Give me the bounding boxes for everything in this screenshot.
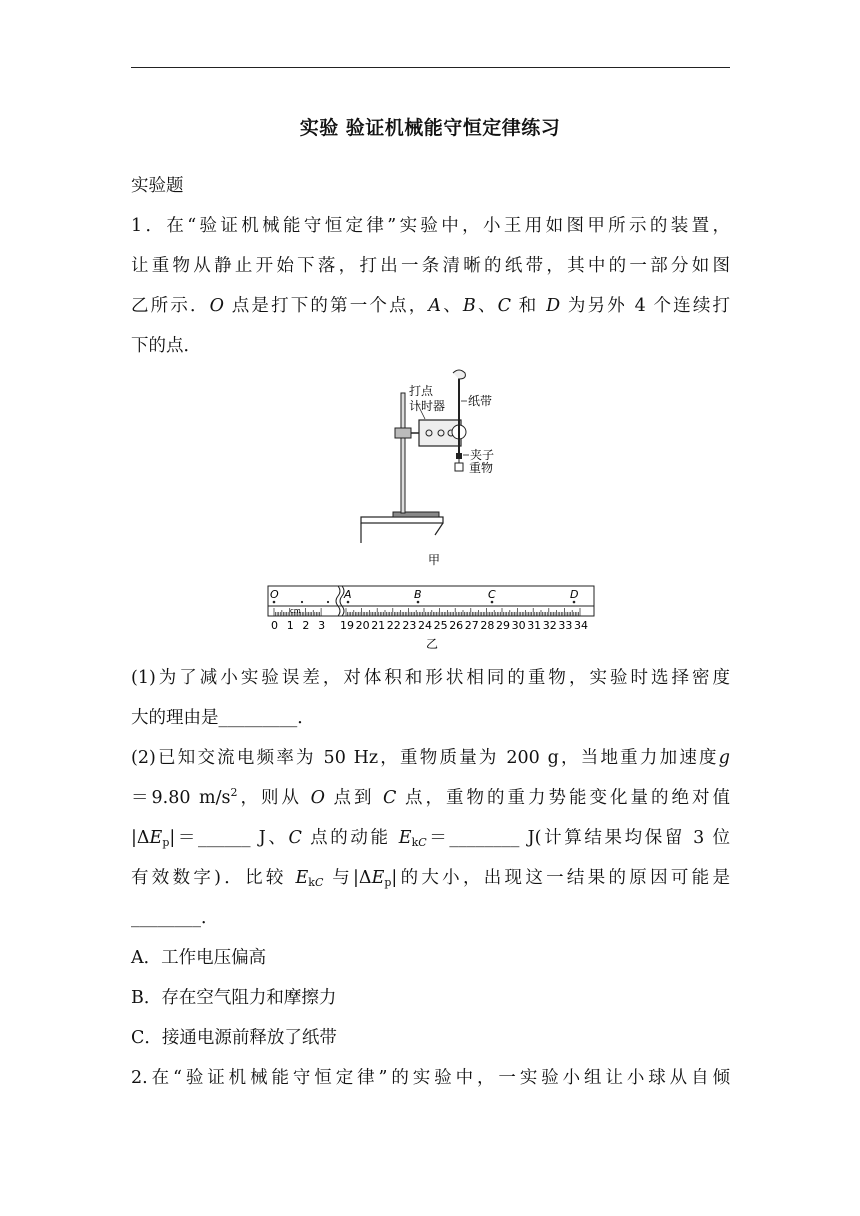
label-tape: 纸带 [468,394,493,408]
figure-apparatus [355,365,515,575]
caption-yi: 乙 [426,637,439,651]
label-clip: 夹子 [470,448,495,462]
unit-label: cm [290,607,301,615]
tick-label: 29 [496,619,510,632]
label-weight: 重物 [469,461,494,475]
ruler-body [268,606,594,616]
point-label: O [270,588,279,601]
q1-number: 1． [131,216,167,236]
tape-dot [301,601,303,603]
tape-dot [573,601,576,604]
tick-label: 3 [318,619,326,632]
page-title: 实验 验证机械能守恒定律练习 [299,117,561,139]
q1-part2-line-5: ________． [131,908,219,928]
point-label: B [414,588,422,601]
point-label: D [570,588,579,601]
tick-label: 33 [558,619,573,632]
tape-dot [347,601,350,604]
q1-part2-line-4: 有效数字)．比较 $E_{kC}$ 与$|\Delta E_p|$的大小，出现这一结果的原因可能是 [131,868,730,889]
tick-label: 22 [386,619,401,632]
q2-line-1: 2.在“验证机械能守恒定律”的实验中，一实验小组让小球从自倾 [131,1068,730,1088]
tape-dot [327,601,329,603]
tick-label: 25 [433,619,448,632]
point-label: C [488,588,496,601]
option-a: A．工作电压偏高 [131,948,267,968]
option-c: C．接通电源前释放了纸带 [131,1028,337,1048]
tick-label: 24 [418,619,432,632]
q1-part2-line-1: (2)已知交流电频率为 50 Hz，重物质量为 200 g，当地重力加速度g [131,748,730,768]
caption-jia: 甲 [428,553,441,567]
option-b: B．存在空气阻力和摩擦力 [131,988,337,1008]
tape-dot [491,601,494,604]
tick-label: 27 [464,619,479,632]
tick-label: 32 [542,619,557,632]
label-timer-2: 计时器 [409,399,446,413]
tick-label: 20 [355,619,370,632]
q1-line-4: 下的点． [131,336,201,356]
figure-tape-ruler [262,582,602,654]
q1-line-1: 1．在“验证机械能守恒定律”实验中，小王用如图甲所示的装置， [131,216,730,236]
section-heading: 实验题 [131,176,184,196]
tape-dot [273,601,276,604]
tick-label: 0 [271,619,278,632]
tick-label: 28 [480,619,495,632]
q1-part1-line-1: (1)为了减小实验误差，对体积和形状相同的重物，实验时选择密度 [131,668,730,688]
header-rule [131,67,730,68]
tick-label: 31 [527,619,542,632]
tick-label: 34 [574,619,588,632]
tick-label: 21 [371,619,386,632]
tick-label: 2 [302,619,310,632]
paper-tape [268,586,594,606]
tick-label: 19 [340,619,354,632]
q1-line-2: 让重物从静止开始下落，打出一条清晰的纸带，其中的一部分如图 [131,256,730,276]
tape-dot [417,601,420,604]
tick-label: 1 [286,619,294,632]
tick-label: 23 [402,619,417,632]
q1-part2-line-2: ＝9.80 $m/s^2$，则从 O 点到 C 点，重物的重力势能变化量的绝对值 [131,786,730,808]
tick-label: 26 [449,619,464,632]
q1-part1-line-2: 大的理由是_________． [131,708,315,728]
tick-label: 30 [511,619,526,632]
label-timer-1: 打点 [409,384,434,398]
q1-line-3: 乙所示．O 点是打下的第一个点，A、B、C 和 D 为另外 4 个连续打 [131,296,731,316]
q1-part2-line-3: $|\Delta E_p|=\_\_\_\_\_\_$ J、C 点的动能 $E_{kC}=\_\_\_\_\_\_\_\_$ J(计算结果均保留 3 位 [131,828,730,849]
point-label: A [344,588,352,601]
